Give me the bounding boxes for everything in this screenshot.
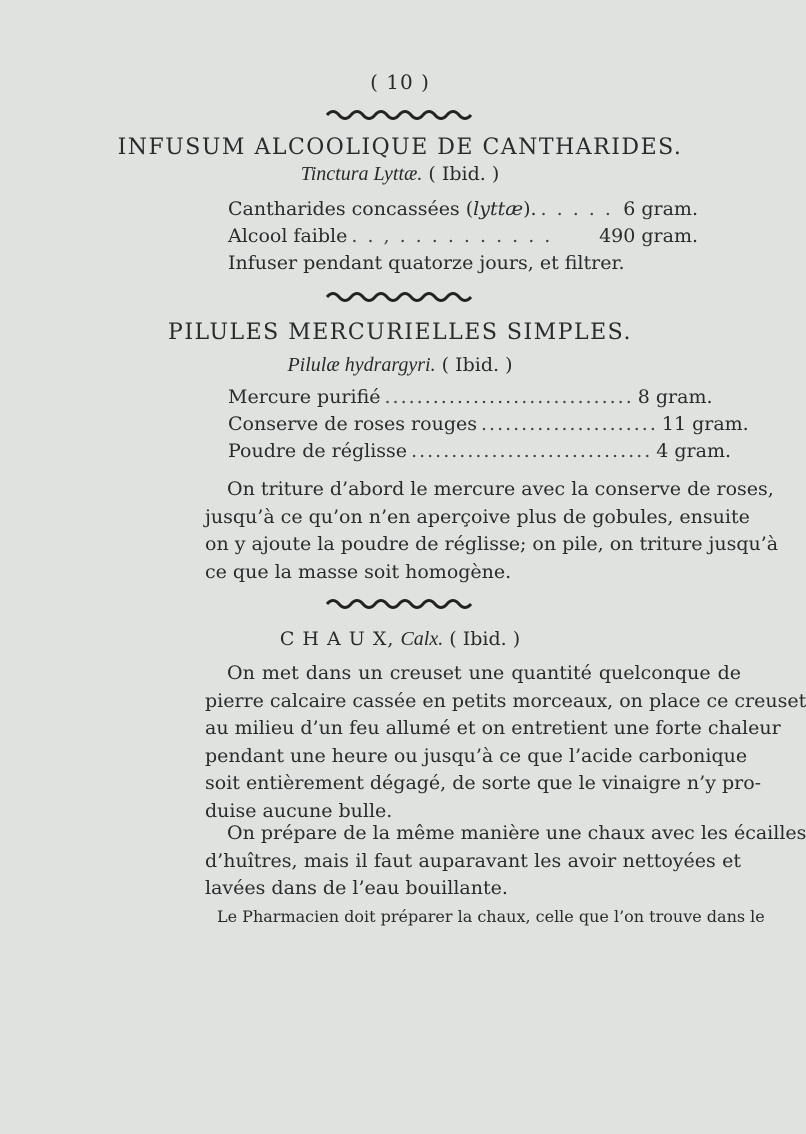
ornament-divider — [0, 597, 800, 611]
text-line: ce que la masse soit homogène. — [205, 560, 512, 583]
instruction-text: Infuser pendant quatorze jours, et filtrer. — [228, 252, 625, 274]
section-title: PILULES MERCURIELLES SIMPLES. — [168, 320, 632, 345]
latin-name: Tinctura Lyttæ. — [300, 163, 423, 185]
leader-dots: ...................... — [480, 413, 658, 435]
ornament-divider — [0, 108, 800, 122]
text-line: duise aucune bulle. — [205, 799, 393, 822]
ingredient-quantity: 4 gram. — [656, 440, 732, 462]
leader-dots: . . , . . . . . . . . . . — [351, 225, 553, 247]
latin-name: Calx. — [400, 628, 444, 650]
reference: ( Ibid. ) — [441, 354, 513, 376]
paragraph — [205, 820, 806, 903]
ingredient-quantity: 11 gram. — [661, 413, 749, 435]
ingredient-quantity: 8 gram. — [637, 386, 713, 408]
ingredient-line — [228, 198, 698, 220]
page-number: ( 10 ) — [370, 70, 430, 94]
leader-dots: .............................. — [411, 440, 653, 462]
section-subtitle — [0, 163, 800, 186]
paragraph — [205, 476, 779, 586]
leader-dots: ............................... — [384, 386, 634, 408]
text-line: jusqu’à ce qu’on n’en aperçoive plus de gobules, ensuite — [205, 505, 750, 528]
ingredient-name: Cantharides concassées (lyttæ). — [228, 198, 537, 220]
reference: ( Ibid. ) — [428, 163, 500, 185]
ornament-divider — [0, 290, 800, 304]
text-line: on y ajoute la poudre de réglisse; on pile, on triture jusqu’à — [205, 533, 779, 555]
ingredient-line — [228, 386, 713, 408]
section-title: INFUSUM ALCOOLIQUE DE CANTHARIDES. — [117, 135, 683, 160]
text-line: d’huîtres, mais il faut auparavant les avoir nettoyées et — [205, 849, 741, 872]
ingredient-line — [228, 225, 698, 247]
text-line: soit entièrement dégagé, de sorte que le vinaigre n’y pro- — [205, 772, 762, 794]
text-line: On triture d’abord le mercure avec la conserve de roses, — [227, 478, 774, 500]
text-line: lavées dans de l’eau bouillante. — [205, 877, 508, 899]
title-text: C H A U X, — [279, 628, 395, 650]
text-line: On prépare de la même manière une chaux avec les écailles — [227, 822, 806, 844]
ingredient-quantity: 490 gram. — [599, 225, 698, 247]
footnote: Le Pharmacien doit préparer la chaux, celle que l’on trouve dans le — [217, 907, 765, 926]
text-line: On met dans un creuset une quantité quelconque de — [227, 662, 741, 684]
paragraph — [205, 660, 806, 825]
text-line: au milieu d’un feu allumé et on entretient une forte chaleur — [205, 717, 781, 739]
ingredient-line — [228, 413, 749, 435]
ingredient-name: Conserve de roses rouges — [228, 413, 477, 435]
ingredient-name: Poudre de réglisse — [228, 440, 408, 462]
ingredient-name: Alcool faible — [228, 225, 348, 247]
ingredient-line — [228, 440, 732, 462]
text-line: pendant une heure ou jusqu’à ce que l’acide carbonique — [205, 744, 748, 767]
leader-dots: . . . . . — [540, 198, 613, 220]
ingredient-quantity: 6 gram. — [623, 198, 698, 220]
reference: ( Ibid. ) — [449, 628, 521, 650]
text-line: pierre calcaire cassée en petits morceaux, on place ce creuset — [205, 689, 806, 712]
ingredient-name: Mercure purifié — [228, 386, 381, 408]
section-subtitle — [0, 354, 800, 377]
latin-name: Pilulæ hydrargyri. — [287, 354, 436, 376]
section-title — [0, 628, 800, 651]
